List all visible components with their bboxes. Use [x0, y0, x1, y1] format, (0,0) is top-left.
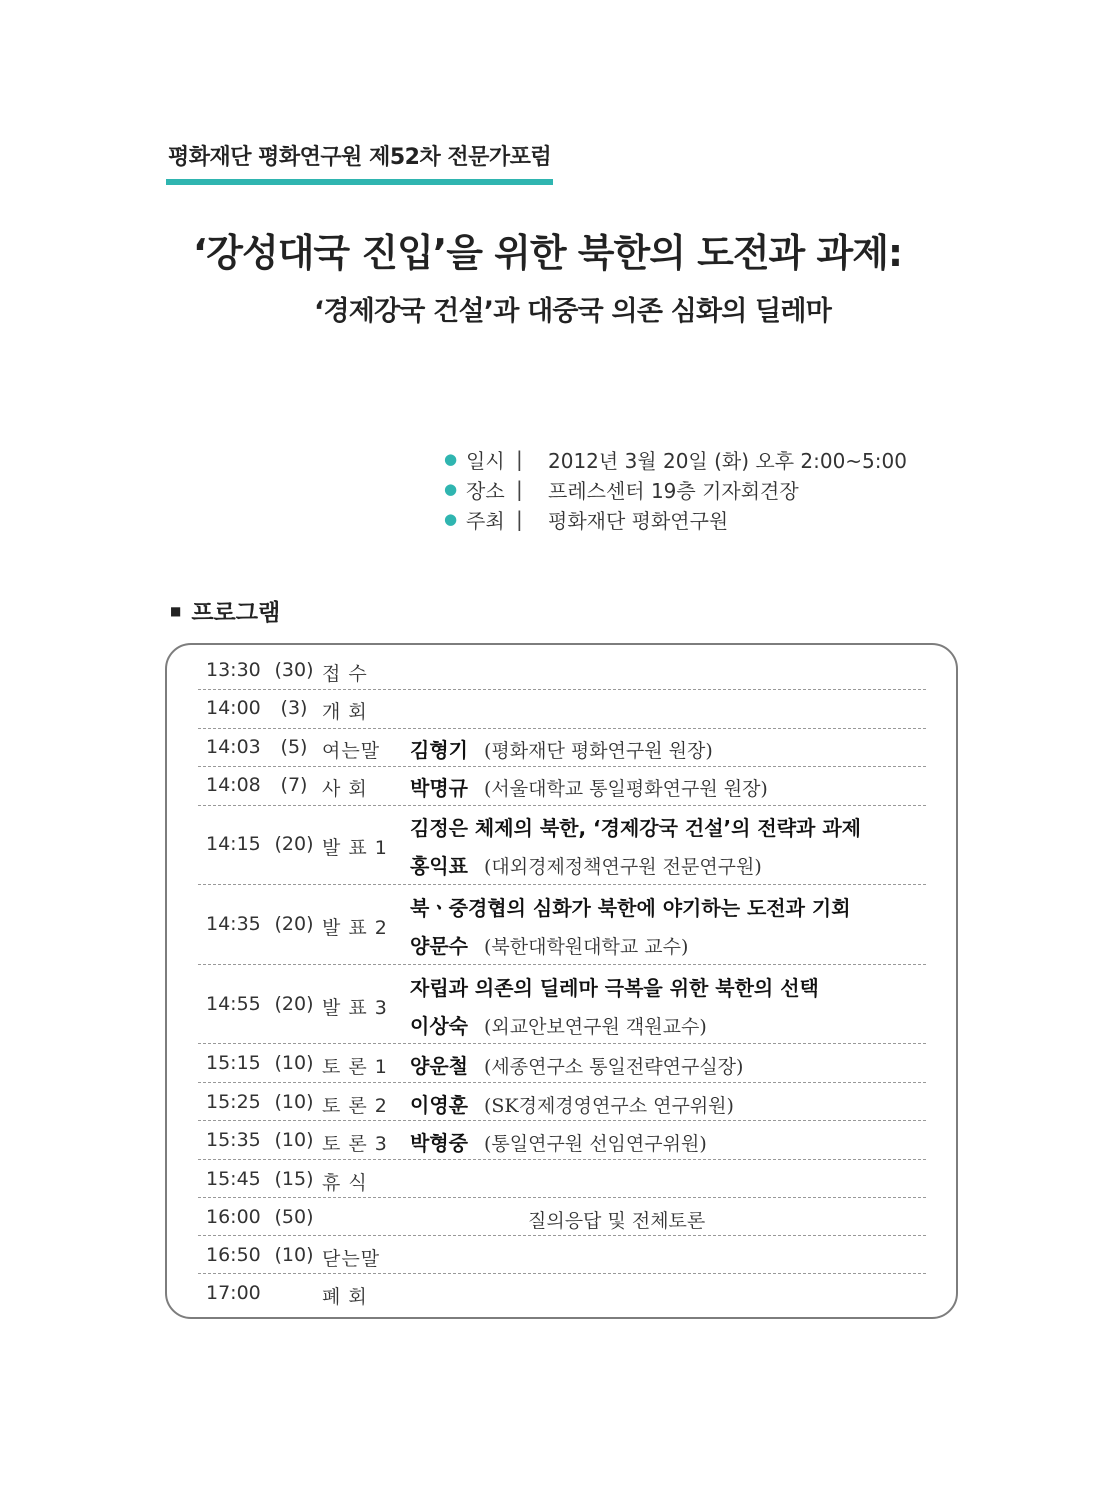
row-role: 토 론 1 — [322, 1056, 388, 1078]
program-row — [198, 885, 926, 965]
sub-title: ‘경제강국 건설’과 대중국 의존 심화의 딜레마 — [314, 296, 831, 327]
row-content — [410, 930, 688, 959]
row-role: 개 회 — [322, 701, 368, 723]
program-heading — [170, 594, 280, 627]
speaker-affiliation: (북한대학원대학교 교수) — [483, 936, 689, 958]
row-duration: (10) — [274, 1091, 314, 1113]
program-row — [198, 653, 926, 690]
speaker-name: 이영훈 — [410, 1093, 468, 1117]
row-duration: (20) — [274, 833, 314, 855]
row-duration: (50) — [274, 1206, 314, 1228]
row-time: 14:00 — [206, 697, 261, 719]
info-date — [444, 444, 907, 474]
event-info — [444, 444, 907, 534]
speaker-affiliation: (평화재단 평화연구원 원장) — [483, 740, 713, 762]
info-label: 장소 — [466, 478, 505, 503]
main-title: ‘강성대국 진입’을 위한 북한의 도전과 과제: — [192, 231, 903, 275]
row-duration: (5) — [280, 736, 308, 758]
program-row — [198, 767, 926, 806]
row-duration: (30) — [274, 659, 314, 681]
presentation-topic: 김정은 체제의 북한, ‘경제강국 건설’의 전략과 과제 — [410, 816, 861, 840]
row-time: 16:00 — [206, 1206, 261, 1228]
program-row — [198, 729, 926, 767]
row-content — [410, 1010, 707, 1039]
row-role: 토 론 3 — [322, 1133, 388, 1155]
row-duration: (20) — [274, 993, 314, 1015]
row-time: 13:30 — [206, 659, 261, 681]
row-time: 15:35 — [206, 1129, 261, 1151]
row-content — [410, 850, 762, 879]
program-row — [198, 806, 926, 885]
program-row — [198, 1121, 926, 1160]
row-time: 16:50 — [206, 1244, 261, 1266]
presentation-topic: 북ㆍ중경협의 심화가 북한에 야기하는 도전과 기회 — [410, 896, 851, 920]
square-bullet-icon: ■ — [170, 603, 182, 618]
presentation-topic: 자립과 의존의 딜레마 극복을 위한 북한의 선택 — [410, 976, 819, 1000]
row-role: 휴 식 — [322, 1172, 368, 1194]
program-heading-label: 프로그램 — [191, 600, 281, 626]
info-host — [444, 504, 907, 534]
row-content — [410, 734, 713, 763]
row-time: 14:35 — [206, 913, 261, 935]
info-separator: | — [516, 507, 523, 531]
speaker-name: 박형중 — [410, 1131, 468, 1155]
row-role: 접 수 — [322, 663, 368, 685]
info-value: 2012년 3월 20일 (화) 오후 2:00~5:00 — [548, 448, 907, 473]
speaker-name: 김형기 — [410, 738, 468, 762]
speaker-name: 홍익표 — [410, 854, 468, 878]
info-separator: | — [516, 447, 523, 471]
program-row — [198, 1274, 926, 1312]
info-label: 주최 — [466, 508, 505, 533]
row-time: 14:03 — [206, 736, 261, 758]
row-content — [410, 1050, 743, 1079]
row-time: 15:45 — [206, 1168, 261, 1190]
program-row — [198, 1160, 926, 1198]
program-row — [198, 965, 926, 1044]
forum-title: 평화재단 평화연구원 제52차 전문가포럼 — [166, 140, 553, 185]
info-place — [444, 474, 907, 504]
bullet-icon: ● — [444, 450, 458, 468]
speaker-affiliation: (세종연구소 통일전략연구실장) — [483, 1056, 744, 1078]
row-duration: (10) — [274, 1052, 314, 1074]
row-content: 질의응답 및 전체토론 — [528, 1210, 706, 1232]
program-row — [198, 690, 926, 729]
row-duration: (3) — [280, 697, 308, 719]
row-time: 14:15 — [206, 833, 261, 855]
row-content — [410, 1127, 707, 1156]
row-role: 폐 회 — [322, 1286, 368, 1308]
row-role: 토 론 2 — [322, 1095, 388, 1117]
row-duration: (7) — [280, 774, 308, 796]
row-role: 닫는말 — [322, 1248, 381, 1270]
row-duration: (10) — [274, 1244, 314, 1266]
row-time: 15:25 — [206, 1091, 261, 1113]
speaker-affiliation: (SK경제경영연구소 연구위원) — [483, 1095, 734, 1117]
program-row — [198, 1236, 926, 1274]
row-role: 발 표 2 — [322, 917, 388, 939]
bullet-icon: ● — [444, 480, 458, 498]
speaker-name: 양문수 — [410, 934, 468, 958]
row-role: 발 표 3 — [322, 997, 388, 1019]
row-content — [410, 772, 768, 801]
row-duration: (15) — [274, 1168, 314, 1190]
program-row — [198, 1083, 926, 1121]
row-role: 발 표 1 — [322, 837, 388, 859]
row-time: 14:08 — [206, 774, 261, 796]
row-duration: (10) — [274, 1129, 314, 1151]
speaker-name: 박명규 — [410, 776, 468, 800]
row-role: 사 회 — [322, 778, 368, 800]
speaker-name: 이상숙 — [410, 1014, 468, 1038]
speaker-affiliation: (대외경제정책연구원 전문연구원) — [483, 856, 762, 878]
program-row — [198, 1044, 926, 1083]
speaker-affiliation: (외교안보연구원 객원교수) — [483, 1016, 707, 1038]
info-value: 프레스센터 19층 기자회견장 — [548, 478, 799, 503]
row-time: 15:15 — [206, 1052, 261, 1074]
row-time: 14:55 — [206, 993, 261, 1015]
program-row — [198, 1198, 926, 1236]
row-content — [410, 1089, 734, 1118]
speaker-name: 양운철 — [410, 1054, 468, 1078]
row-time: 17:00 — [206, 1282, 261, 1304]
bullet-icon: ● — [444, 510, 458, 528]
row-duration: (20) — [274, 913, 314, 935]
info-label: 일시 — [466, 448, 505, 473]
speaker-affiliation: (서울대학교 통일평화연구원 원장) — [483, 778, 768, 800]
speaker-affiliation: (통일연구원 선임연구위원) — [483, 1133, 707, 1155]
info-separator: | — [516, 477, 523, 501]
row-role: 여는말 — [322, 740, 381, 762]
info-value: 평화재단 평화연구원 — [548, 508, 729, 533]
